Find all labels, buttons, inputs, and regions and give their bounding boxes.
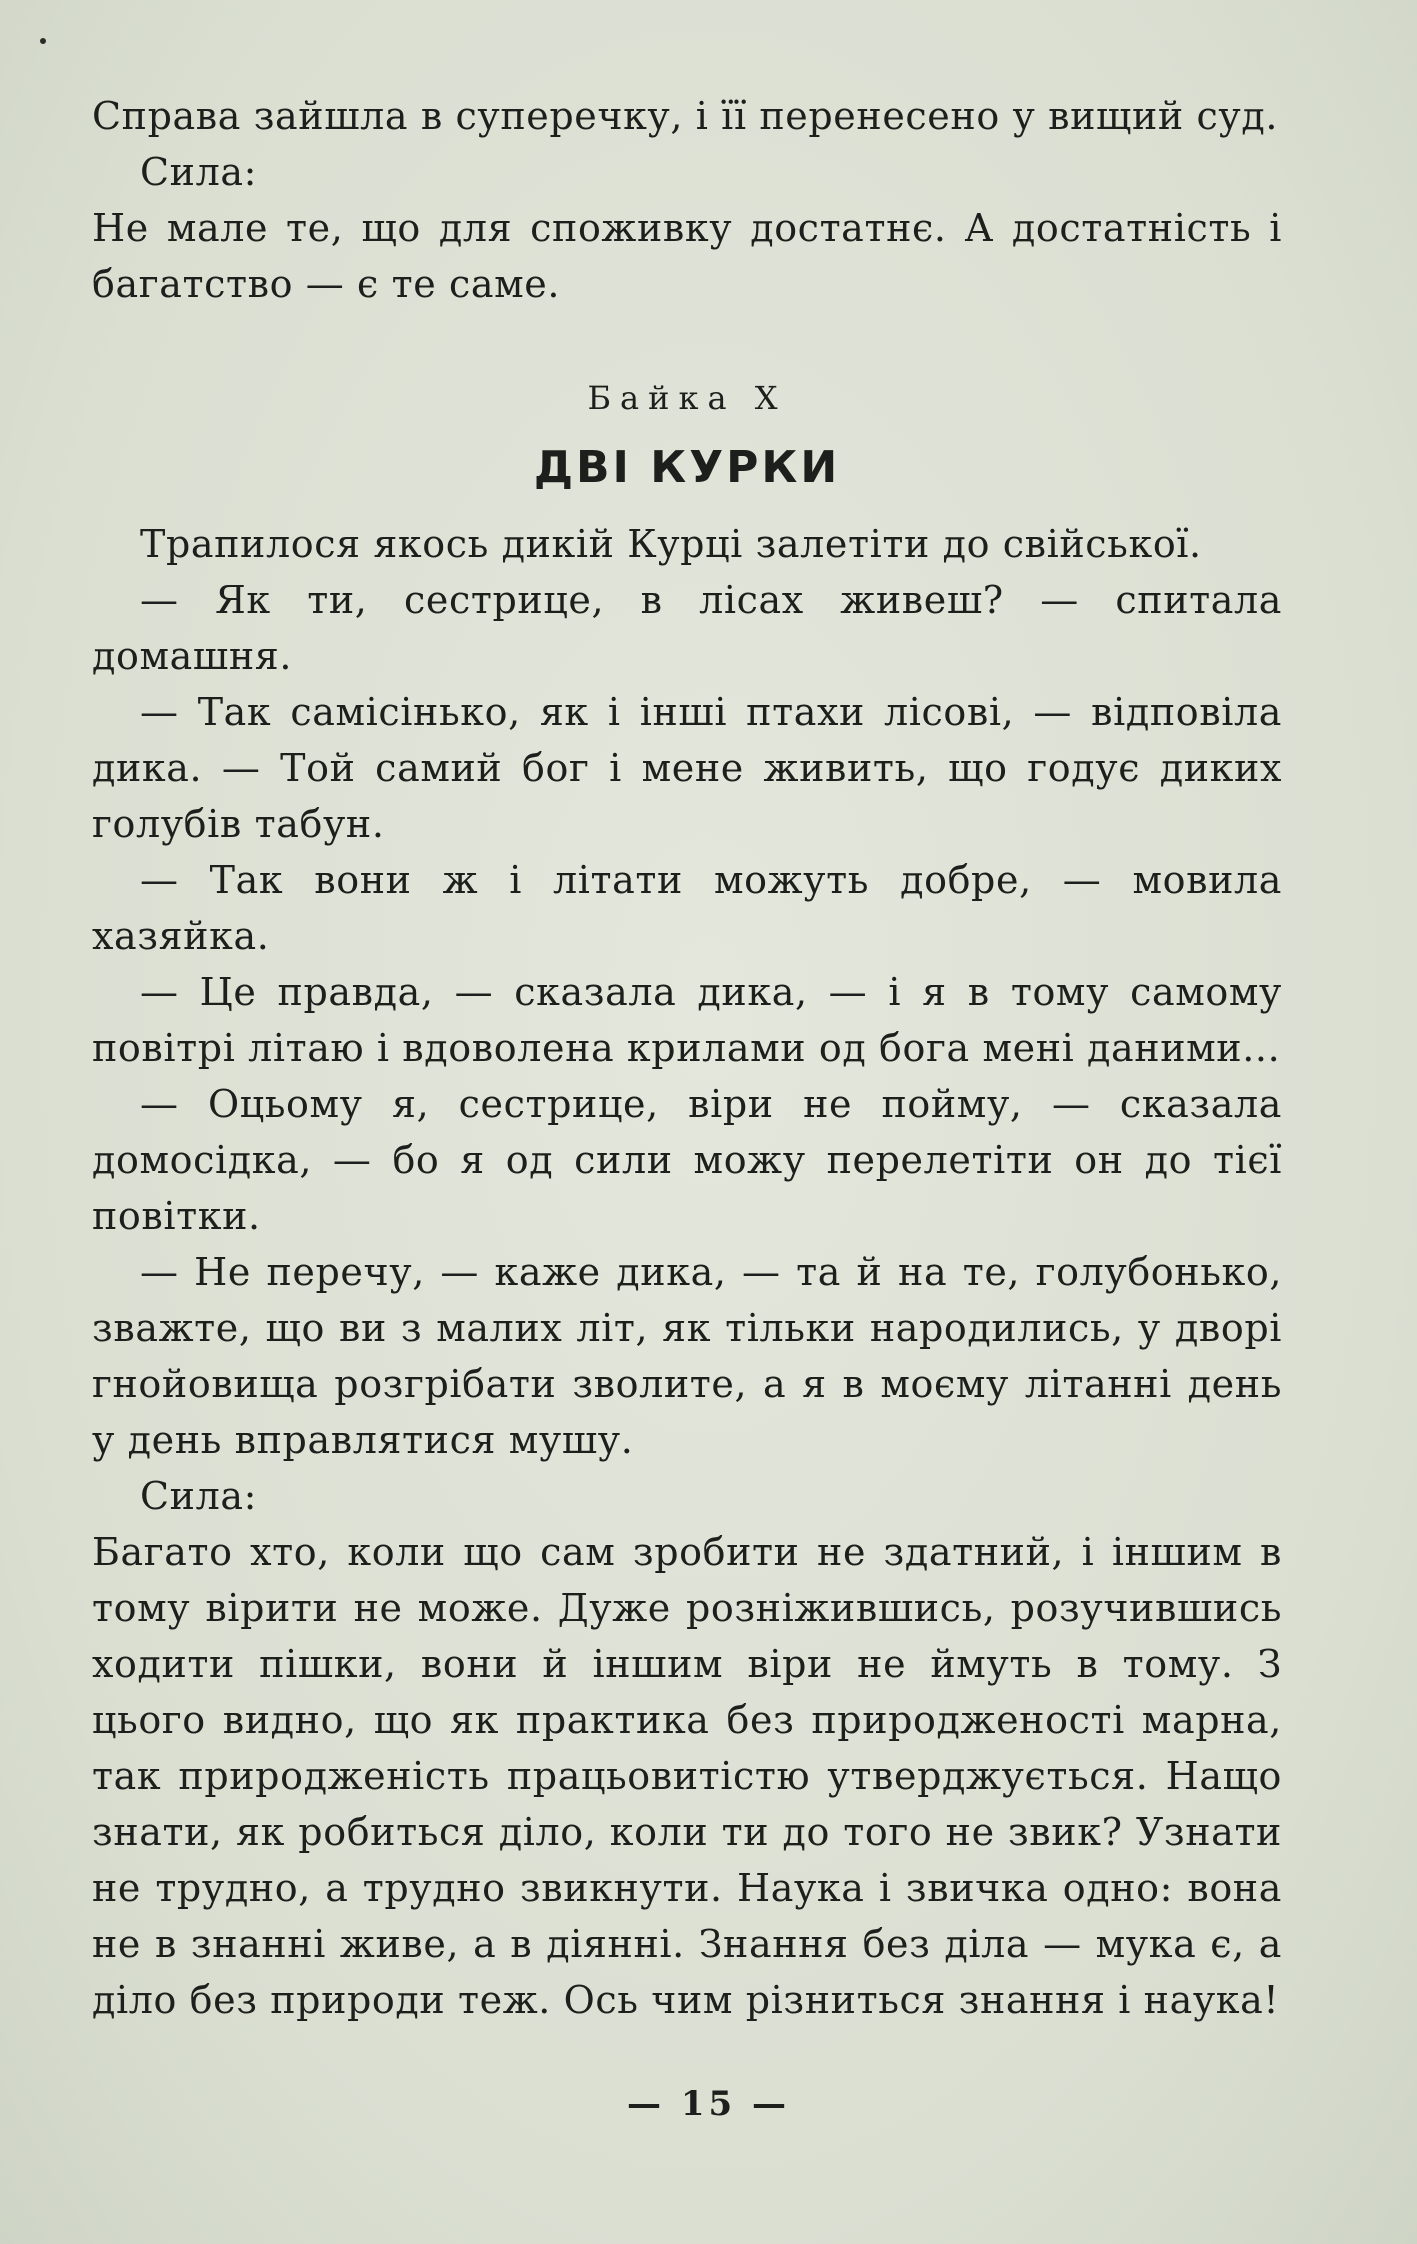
intro-moral: Не мале те, що для споживку достатнє. А достатність і багатство — є те саме. (92, 206, 1282, 306)
fable-paragraph: — Так вони ж і літати можуть добре, — мовила хазяйка. (92, 858, 1282, 958)
fable-paragraph: — Це правда, — сказала дика, — і я в тому самому повітрі літаю і вдоволена крилами од бога мені даними... (92, 970, 1282, 1070)
section-spacer (92, 312, 1282, 370)
fable-paragraph: — Так самісінько, як і інші птахи лісові, — відповіла дика. — Той самий бог і мене живить, що годує диких голубів табун. (92, 690, 1282, 846)
moral-label: Сила: (140, 1474, 257, 1518)
ink-speck (40, 38, 46, 44)
intro-paragraph: Справа зайшла в суперечку, і її перенесено у вищий суд. (92, 94, 1279, 138)
fable-label: Байка X (587, 379, 787, 417)
fable-paragraph: Трапилося якось дикій Курці залетіти до свійської. (140, 522, 1202, 566)
fable-paragraph: — Не перечу, — каже дика, — та й на те, голубонько, зважте, що ви з малих літ, як тільки народились, у дворі гнойовища розгрібати зволите, а я в моєму літанні день у день вправлятися мушу. (92, 1250, 1282, 1462)
moral-text: Багато хто, коли що сам зробити не здатний, і іншим в тому вірити не може. Дуже розніжившись, розучившись ходити пішки, вони й іншим віри не ймуть в тому. З цього видно, що як практика без природженості марна, так природженість працьовитістю утверджується. Нащо знати, як робиться діло, коли ти до того не звик? Узнати не трудно, а трудно звикнути. Наука і звичка одно: вона не в знанні живе, а в діянні. Знання без діла — мука є, а діло без природи теж. Ось чим різниться знання і наука! (92, 1530, 1282, 2022)
fable-paragraph: — Як ти, сестрице, в лісах живеш? — спитала домашня. (92, 578, 1282, 678)
fable-title: ДВІ КУРКИ (533, 442, 841, 493)
intro-moral-label: Сила: (140, 150, 257, 194)
page-number: — 15 — (627, 2084, 790, 2124)
page-text (92, 88, 1282, 2028)
fable-paragraph: — Оцьому я, сестрице, віри не пойму, — сказала домосідка, — бо я од сили можу перелетіти он до тієї повітки. (92, 1082, 1282, 1238)
